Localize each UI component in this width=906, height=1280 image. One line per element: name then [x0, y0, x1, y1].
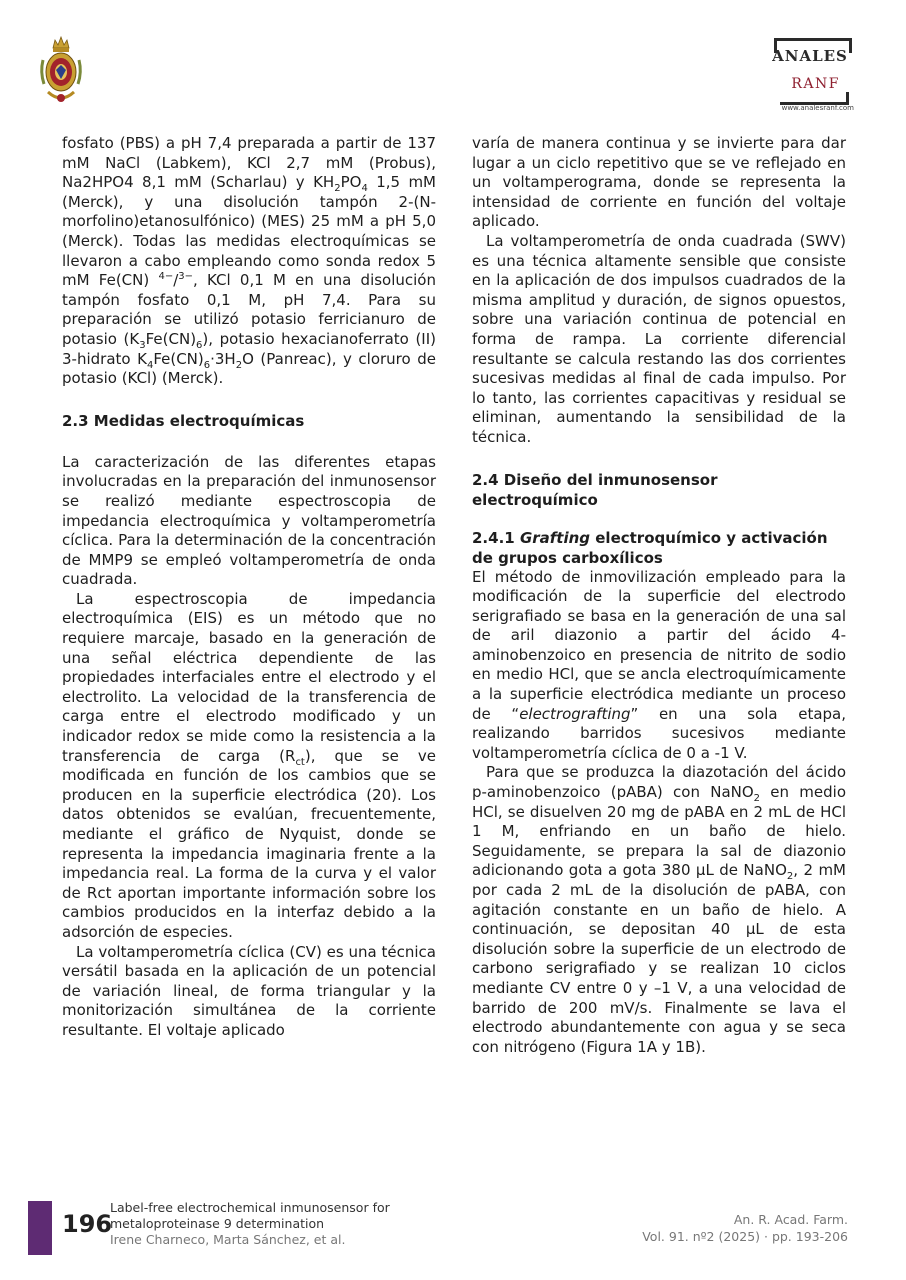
left-paragraph-cv: La voltamperometría cíclica (CV) es una técnica versátil basada en la aplicación de un potencial de variación lineal, de forma triangular y la monitorización simultánea de la corriente resultante. El voltaje aplicado [62, 942, 436, 1039]
footer-authors: Irene Charneco, Marta Sánchez, et al. [110, 1232, 346, 1247]
section-heading-2-4-1: 2.4.1 Grafting electroquímico y activación de grupos carboxílicos [472, 528, 828, 567]
footer-title-line-2: metaloproteinase 9 determination [110, 1216, 325, 1231]
right-paragraph-diazotation: Para que se produzca la diazotación del ácido p-aminobenzoico (pABA) con NaNO$_2$ en medio HCl, se disuelven 20 mg de pABA en 2 mL de HCl 1 M, enfriando en un baño de hielo. Seguidamente, se prepara la sal de diazonio adicionando gota a gota 380 µL de NaNO$_2$, 2 mM por cada 2 mL de la disolución de pABA, con agitación constante en un baño de hielo. A continuación, se depositan 40 µL de esta disolución sobre la superficie de un electrodo de carbono serigrafiado y se realizan 10 ciclos mediante CV entre 0 y –1 V, a una velocidad de barrido de 200 mV/s. Finalmente se lava el electrodo abundantemente con agua y se seca con nitrógeno (Figura 1A y 1B). [472, 763, 847, 1056]
section-heading-2-4: 2.4 Diseño del inmunosensor electroquímico [472, 470, 718, 509]
left-column [62, 134, 436, 1041]
footer-journal: An. R. Acad. Farm. [733, 1212, 848, 1227]
page-number: 196 [62, 1210, 113, 1238]
section-heading-2-3: 2.3 Medidas electroquímicas [62, 411, 305, 430]
logo-anales-text: ANALES [772, 47, 848, 65]
academy-crest-icon [38, 34, 84, 108]
footer-volume: Vol. 91. nº2 (2025) · pp. 193-206 [642, 1229, 848, 1244]
footer-title-line-1: Label-free electrochemical inmunosensor for [110, 1200, 390, 1215]
right-paragraph-immobilization: El método de inmovilización empleado para la modificación de la superficie del electrodo serigrafiado se basa en la generación de una sal de aril diazonio a partir del ácido 4-aminobenzoico en presencia de nitrito de sodio en medio HCl, que se ancla electroquímicamente a la superficie electródica mediante un proceso de “electrografting” en una sola etapa, realizando barridos sucesivos mediante voltamperometría cíclica de 0 a -1 V. [472, 567, 847, 762]
right-column [472, 134, 846, 1057]
footer-accent-bar [28, 1201, 52, 1255]
footer-journal-info [642, 1211, 848, 1245]
logo-ranf-text: RANF [791, 76, 840, 92]
anales-ranf-logo [768, 38, 852, 112]
right-paragraph-cv-continued: varía de manera continua y se invierte para dar lugar a un ciclo repetitivo que se ve reflejado en un voltamperograma, donde se representa la intensidad de corriente en función del voltaje aplicado. [472, 134, 846, 231]
right-paragraph-swv: La voltamperometría de onda cuadrada (SWV) es una técnica altamente sensible que consiste en la aplicación de dos impulsos cuadrados de la misma amplitud y duración, de signos opuestos, sobre una variación continua de potencial en forma de rampa. La corriente diferencial resultante se calcula restando las dos corrientes sucesivas medidas al final de cada impulso. Por lo tanto, las corrientes capacitivas y residual se eliminan, aumentando la sensibilidad de la técnica. [472, 231, 846, 446]
left-paragraph-eis: La espectroscopia de impedancia electroquímica (EIS) es un método que no requiere marcaje, basado en la generación de una señal eléctrica dependiente de las propiedades interfaciales entre el electrodo y el electrolito. La velocidad de la transferencia de carga entre el electrodo modificado y un indicador redox se mide como la resistencia a la transferencia de carga $(R_{ct})$, que se ve modificada en función de los cambios que se producen en la superficie electródica (20). Los datos obtenidos se evalúan, frecuentemente, mediante el gráfico de Nyquist, donde se representa la impedancia imaginaria frente a la impedancia real. La forma de la curva y el valor de Rct aportan importante información sobre los cambios producidos en la interfaz debido a la adsorción de especies. [62, 589, 436, 941]
left-paragraph-reagents: fosfato (PBS) a pH 7,4 preparada a partir de 137 mM NaCl (Labkem), KCl 2,7 mM (Probus), Na2HPO4 8,1 mM (Scharlau) y $KH_2PO_4$ 1,5 mM (Merck), y una disolución tampón 2-(N-morfolino)etanosulfónico) (MES) 25 mM a pH 5,0 (Merck). Todas las medidas electroquímicas se llevaron a cabo empleando como sonda redox 5 mM Fe(CN) $^{4-}$/$^{3-}$, KCl 0,1 M en una disolución tampón fosfato 0,1 M, pH 7,4. Para su preparación se utilizó potasio ferricianuro de potasio $(K_3Fe(CN)_6)$, potasio hexacianoferrato (II) 3-hidrato $K_4Fe(CN)_6\cdot 3H_2O$ (Panreac), y cloruro de potasio (KCl) (Merck). [62, 134, 437, 388]
footer-article-info [110, 1200, 440, 1248]
left-paragraph-characterization: La caracterización de las diferentes etapas involucradas en la preparación del inmunosensor se realizó mediante espectroscopia de impedancia electroquímica y voltamperometría cíclica. Para la determinación de la concentración de MMP9 se empleó voltamperometría de onda cuadrada. [62, 452, 436, 589]
logo-url[interactable]: www.analesranf.com [781, 104, 854, 112]
